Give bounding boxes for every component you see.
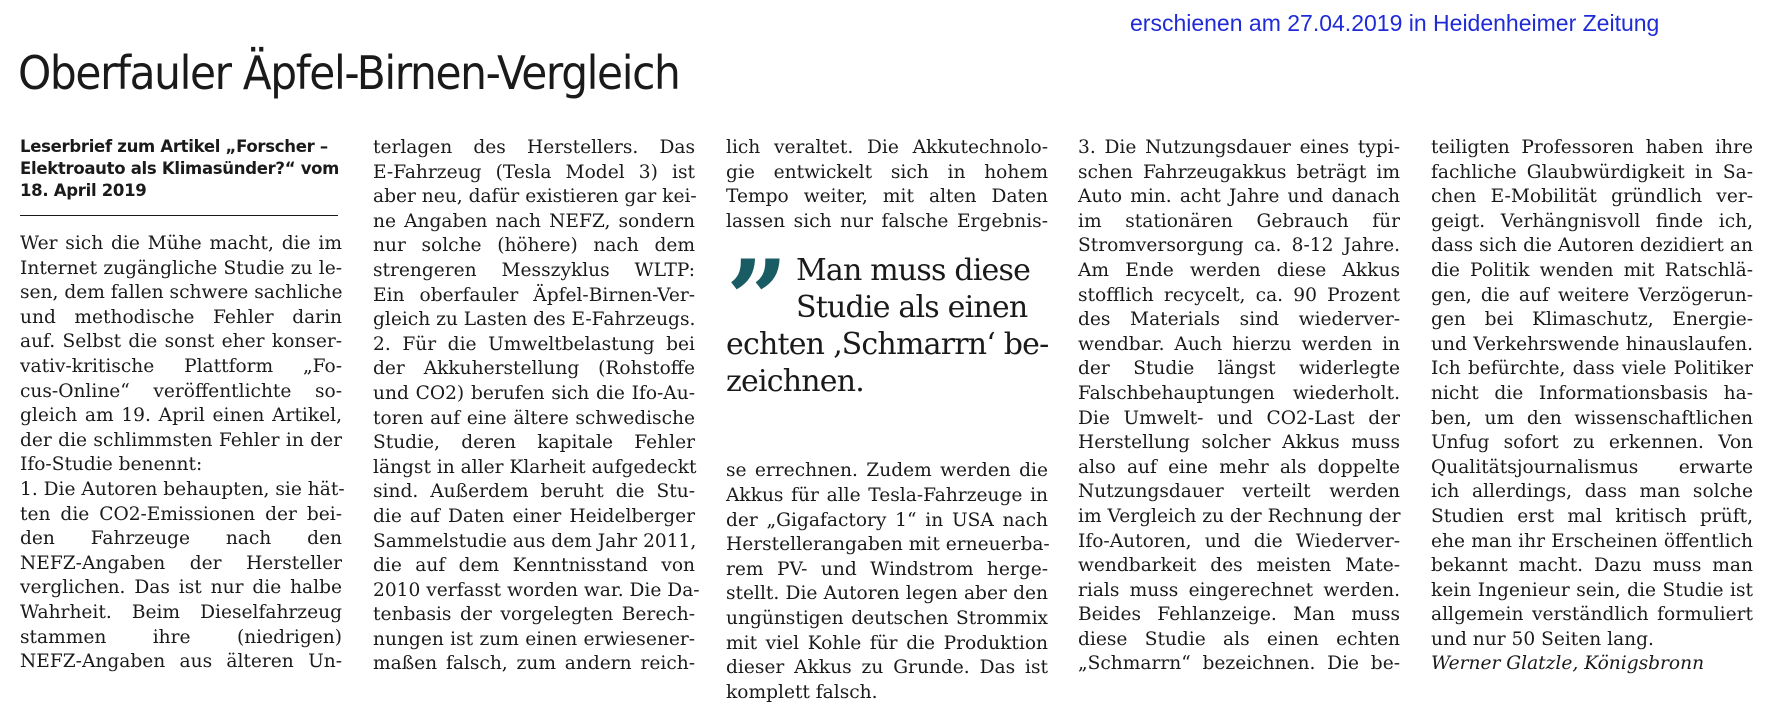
- text-line: gleich zu Lasten des E-Fahrzeugs.: [373, 309, 696, 331]
- text-line: Herstellerangaben mit erneuerba-: [726, 534, 1050, 556]
- text-line: Stromversorgung ca. 8-12 Jahre.: [1078, 235, 1400, 257]
- text-line: und nur 50 Seiten lang.: [1431, 628, 1654, 650]
- text-line: Herstellung solcher Akkus muss: [1078, 432, 1400, 454]
- text-line: gen, die auf weitere Verzögerun-: [1431, 284, 1753, 306]
- kicker-divider: [20, 215, 338, 216]
- publication-note: erschienen am 27.04.2019 in Heidenheimer Zeitung: [1130, 10, 1660, 36]
- text-line: aber neu, dafür existieren gar kei-: [373, 186, 697, 208]
- column-1-body: [20, 232, 345, 675]
- text-line: Unfug sofort zu erkennen. Von: [1431, 432, 1753, 454]
- text-line: verglichen. Das ist nur die halbe: [20, 577, 342, 599]
- text-line: der Studie längst widerlegte: [1078, 358, 1400, 380]
- column-3: [726, 136, 1048, 705]
- pull-quote: [726, 237, 1049, 449]
- text-line: der Akkuherstellung (Rohstoffe: [373, 358, 695, 380]
- text-line: diese Studie als einen echten: [1078, 628, 1400, 650]
- text-line: Nutzungsdauer verteilt werden: [1078, 481, 1400, 503]
- text-line: und Verkehrswende hinauslaufen.: [1431, 333, 1753, 355]
- text-line: die Politik wenden mit Ratschlä-: [1431, 259, 1753, 281]
- text-line: Wahrheit. Beim Dieselfahrzeug: [20, 601, 342, 623]
- text-line: der „Gigafactory 1“ in USA nach: [726, 509, 1048, 531]
- text-line: toren auf eine ältere schwedische: [373, 407, 695, 429]
- text-line: ehe man ihr Erscheinen öffentlich: [1431, 530, 1753, 552]
- text-line: Beides Fehlanzeige. Man muss: [1078, 604, 1400, 626]
- text-line: ich allerdings, dass man solche: [1431, 481, 1753, 503]
- text-line: gie entwickelt sich in hohem: [726, 161, 1048, 183]
- text-line: Die Umwelt- und CO2-Last der: [1078, 407, 1400, 429]
- text-line: ungünstigen deutschen Strommix: [726, 607, 1048, 629]
- text-line: NEFZ-Angaben der Hersteller: [20, 552, 342, 574]
- text-line: des Materials sind wiederver-: [1078, 309, 1400, 331]
- text-line: Falschbehauptungen wiederholt.: [1078, 382, 1400, 404]
- text-line: strengeren Messzyklus WLTP:: [373, 259, 695, 281]
- text-line: wendbarkeit des meisten Mate-: [1078, 555, 1400, 577]
- text-line: und methodische Fehler darin: [20, 306, 342, 328]
- text-line: 1. Die Autoren behaupten, sie hät-: [20, 478, 345, 500]
- text-line: fachliche Glaubwürdigkeit in Sa-: [1431, 161, 1753, 183]
- text-line: tenbasis der vorgelegten Berech-: [373, 604, 695, 626]
- text-line: nicht die Informationsbasis ha-: [1431, 382, 1753, 404]
- column-3-body-top: [726, 136, 1048, 234]
- text-line: cus-Online“ veröffentlichte so-: [20, 380, 342, 402]
- text-line: „Schmarrn“ bezeichnen. Die be-: [1078, 653, 1400, 675]
- text-line: Akkus für alle Tesla-Fahrzeuge in: [726, 484, 1048, 506]
- quote-mark-icon: ”: [726, 237, 779, 364]
- text-line: allgemein verständlich formuliert: [1431, 604, 1753, 626]
- text-line: rem PV- und Windstrom herge-: [726, 558, 1048, 580]
- headline: Oberfauler Äpfel-Birnen-Vergleich: [18, 46, 680, 100]
- text-line: kein Ingenieur sein, die Studie ist: [1431, 579, 1753, 601]
- text-line: sen, dem fallen schwere sachliche: [20, 282, 343, 304]
- text-line: Am Ende werden diese Akkus: [1078, 259, 1400, 281]
- column-4: [1078, 136, 1400, 677]
- text-line: und CO2) berufen sich die Ifo-Au-: [373, 382, 695, 404]
- text-line: teiligten Professoren haben ihre: [1431, 137, 1753, 158]
- text-line: Tempo weiter, mit alten Daten: [726, 186, 1048, 208]
- text-line: dass sich die Autoren dezidiert an: [1431, 235, 1753, 257]
- text-line: maßen falsch, zum andern reich-: [373, 653, 695, 675]
- text-line: 3. Die Nutzungsdauer eines typi-: [1078, 137, 1400, 158]
- pull-quote-line: echten ‚Schmarrn‘ be-: [726, 327, 1049, 363]
- text-line: auf. Selbst die sonst eher konser-: [20, 331, 342, 353]
- column-5-body: [1431, 136, 1753, 652]
- text-line: mit viel Kohle für die Produktion: [726, 632, 1048, 654]
- text-line: stofflich recycelt, ca. 90 Prozent: [1078, 284, 1400, 306]
- pull-quote-line: Man muss diese: [796, 253, 1031, 289]
- text-line: Internet zugängliche Studie zu le-: [20, 257, 342, 279]
- text-line: ben, um den wissenschaftlichen: [1431, 407, 1753, 429]
- signature: Werner Glatzle, Königsbronn: [1431, 653, 1705, 675]
- text-line: NEFZ-Angaben aus älteren Un-: [20, 651, 342, 673]
- text-line: dieser Akkus zu Grunde. Das ist: [726, 657, 1048, 679]
- column-2: [373, 136, 700, 677]
- text-line: 2. Für die Umweltbelastung bei: [373, 333, 695, 355]
- text-line: stammen ihre (niedrigen): [20, 626, 342, 648]
- text-line: Studie, deren kapitale Fehler: [373, 432, 695, 454]
- column-1: [20, 136, 345, 675]
- text-line: den Fahrzeuge nach den: [20, 528, 342, 550]
- text-line: bekannt macht. Dazu muss man: [1431, 555, 1753, 577]
- text-line: 2010 verfasst worden war. Die Da-: [373, 579, 700, 601]
- text-line: die auf dem Kenntnisstand von: [373, 555, 695, 577]
- column-5: [1431, 136, 1753, 677]
- text-line: rials muss eingerechnet werden.: [1078, 579, 1400, 601]
- text-line: komplett falsch.: [726, 681, 878, 703]
- text-line: terlagen des Herstellers. Das: [373, 137, 695, 158]
- column-2-body: [373, 136, 700, 677]
- pull-quote-line: Studie als einen: [796, 290, 1028, 326]
- letter-kicker: [20, 136, 342, 202]
- pull-quote-line: zeichnen.: [726, 364, 865, 400]
- column-3-body-bottom: [726, 459, 1048, 705]
- text-line: ne Angaben nach NEFZ, sondern: [373, 210, 695, 232]
- text-line: nungen ist zum einen erwiesener-: [373, 628, 695, 650]
- text-line: Ifo-Studie benennt:: [20, 454, 203, 476]
- column-4-body: [1078, 136, 1400, 677]
- text-line: lich veraltet. Die Akkutechnolo-: [726, 137, 1048, 158]
- text-line: Qualitätsjournalismus erwarte: [1431, 456, 1753, 478]
- text-line: Studien erst mal kritisch prüft,: [1431, 505, 1753, 527]
- text-line: se errechnen. Zudem werden die: [726, 460, 1048, 482]
- kicker-line: 18. April 2019: [20, 181, 147, 200]
- text-line: schen Fahrzeugakkus beträgt im: [1078, 161, 1400, 183]
- text-line: wendbar. Auch hierzu werden in: [1078, 333, 1400, 355]
- text-line: stellt. Die Autoren legen aber den: [726, 583, 1048, 605]
- text-line: Sammelstudie aus dem Jahr 2011,: [373, 530, 697, 552]
- text-line: Ifo-Autoren, und die Wiederver-: [1078, 530, 1400, 552]
- text-line: also auf eine mehr als doppelte: [1078, 456, 1400, 478]
- text-line: Ein oberfauler Äpfel-Birnen-Ver-: [373, 284, 695, 306]
- text-line: vativ-kritische Plattform „Fo-: [20, 355, 342, 377]
- text-line: gen bei Klimaschutz, Energie-: [1431, 309, 1753, 331]
- text-line: ten die CO2-Emissionen der bei-: [20, 503, 342, 525]
- text-line: die auf Daten einer Heidelberger: [373, 505, 695, 527]
- text-line: nur solche (höhere) nach dem: [373, 235, 695, 257]
- text-line: Ich befürchte, dass viele Politiker: [1431, 358, 1753, 380]
- text-line: gleich am 19. April einen Artikel,: [20, 405, 342, 427]
- text-line: Auto min. acht Jahre und danach: [1078, 186, 1400, 208]
- text-line: lassen sich nur falsche Ergebnis-: [726, 210, 1048, 232]
- text-line: Wer sich die Mühe macht, die im: [20, 233, 342, 254]
- kicker-line: Elektroauto als Klimasünder?“ vom: [20, 159, 340, 178]
- text-line: im stationären Gebrauch für: [1078, 210, 1400, 232]
- text-line: chen E-Mobilität gründlich ver-: [1431, 186, 1753, 208]
- text-line: im Vergleich zu der Rechnung der: [1078, 505, 1401, 527]
- text-line: sind. Außerdem beruht die Stu-: [373, 481, 695, 503]
- text-line: E-Fahrzeug (Tesla Model 3) ist: [373, 161, 695, 183]
- text-line: der die schlimmsten Fehler in der: [20, 429, 342, 451]
- kicker-line: Leserbrief zum Artikel „Forscher –: [20, 137, 328, 156]
- text-line: geigt. Verhängnisvoll finde ich,: [1431, 210, 1753, 232]
- text-line: längst in aller Klarheit aufgedeckt: [373, 456, 697, 478]
